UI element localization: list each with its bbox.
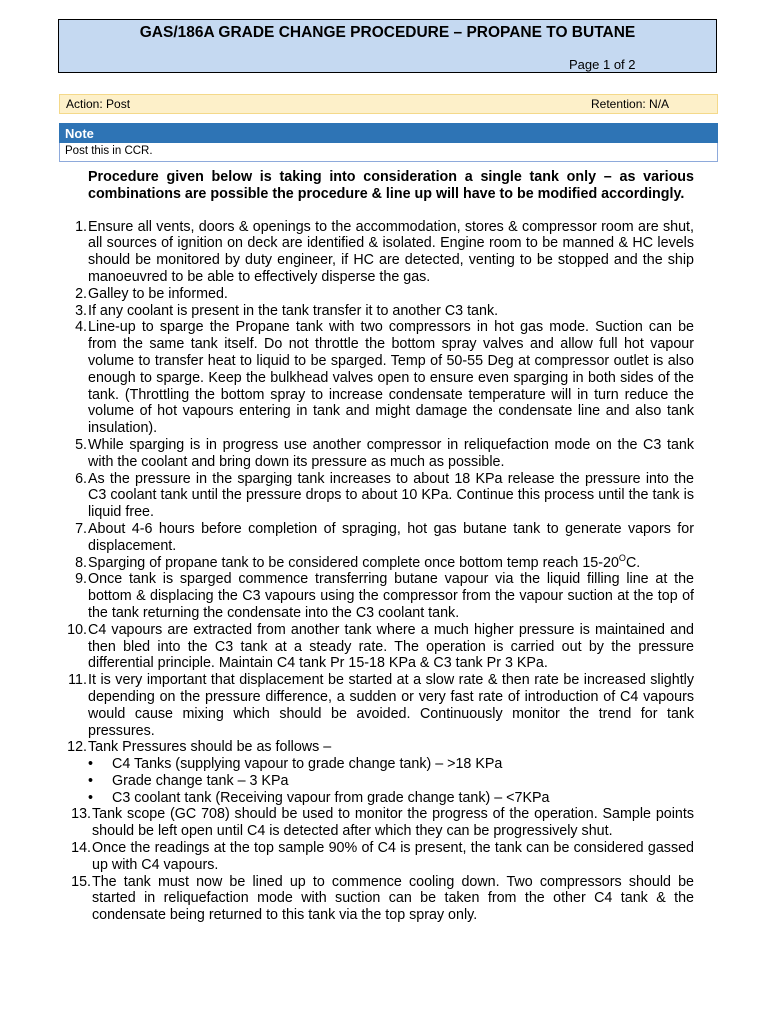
step-number: 13.: [71, 806, 91, 823]
step-14: [60, 840, 694, 874]
action-label: Action: Post: [66, 97, 131, 111]
degree-superscript: O: [618, 552, 626, 563]
note-heading-text: Note: [65, 126, 94, 141]
page-number: Page 1 of 2: [569, 57, 636, 72]
step-text: Line-up to sparge the Propane tank with two compressors in hot gas mode. Suction can be from the same tank itself. Do not throttle the bottom spray valves and allow full hot vapour volume to transfer heat to liquid to be sparged. Temp of 50-55 Deg at compressor outlet is also enough to sparge. Keep the bulkhead valves open to ensure even sparging in both sides of the tank. (Throttling the bottom spray to increase condensate temperature will in turn reduce the volume of hot vapours entering in tank and might damage the condensate line and also tank insulation).: [88, 319, 694, 437]
step-9: [60, 571, 694, 621]
step-13: [60, 806, 694, 840]
step-2: [60, 286, 694, 303]
pressure-text: C3 coolant tank (Receiving vapour from grade change tank) – <7KPa: [112, 789, 550, 806]
step-10: [60, 622, 694, 672]
step-number: 14.: [71, 840, 91, 857]
step-8: [60, 552, 694, 572]
step-number: 11.: [68, 672, 87, 689]
step-text: Sparging of propane tank to be considered complete once bottom temp reach 15-20: [88, 554, 619, 571]
step-number: 9.: [75, 571, 87, 588]
document-title: GAS/186A GRADE CHANGE PROCEDURE – PROPANE TO BUTANE: [139, 24, 636, 41]
step-number: 8.: [75, 554, 87, 571]
step-text: About 4-6 hours before completion of spraging, hot gas butane tank to generate vapors for displacement.: [88, 520, 694, 554]
pressure-text: Grade change tank – 3 KPa: [112, 772, 289, 789]
pressure-item: [88, 790, 694, 807]
retention-label: Retention: N/A: [591, 97, 670, 111]
step-number: 1.: [75, 218, 87, 235]
procedure-steps: [60, 219, 694, 924]
step-text: As the pressure in the sparging tank increases to about 18 KPa release the pressure into the C3 coolant tank until the pressure drops to about 10 KPa. Continue this process until the tank is liquid free.: [88, 470, 694, 521]
step-text: Once the readings at the top sample 90% of C4 is present, the tank can be considered gassed up with C4 vapours.: [92, 840, 694, 873]
intro-paragraph: Procedure given below is taking into consideration a single tank only – as various combinations are possible the procedure & line up will have to be modified accordingly.: [88, 169, 694, 202]
note-box: [59, 143, 718, 162]
pressure-list: [88, 756, 694, 806]
bullet-icon: •: [88, 789, 94, 806]
step-text: Galley to be informed.: [88, 285, 228, 302]
step-1: [60, 219, 694, 286]
step-text: It is very important that displacement be started at a slow rate & then rate be increased slightly depending on the pressure difference, a sudden or very fast rate of introduction of C4 vapours would cause mixing which should be avoided. Continuously monitor the trend for tank pressures.: [88, 672, 694, 739]
bullet-icon: •: [88, 756, 94, 773]
step-number: 12.: [67, 739, 87, 756]
action-bar: [59, 94, 718, 114]
step-5: [60, 437, 694, 471]
step-text: Tank scope (GC 708) should be used to monitor the progress of the operation. Sample points should be left open until C4 is detected after which they can be progressively shut.: [92, 806, 694, 840]
step-3: [60, 303, 694, 320]
step-12: [60, 739, 694, 806]
step-number: 2.: [75, 285, 87, 302]
document-header: [58, 19, 717, 73]
step-7: [60, 521, 694, 555]
step-6: [60, 471, 694, 521]
step-number: 6.: [75, 470, 87, 487]
pressure-item: [88, 773, 694, 790]
step-text: C4 vapours are extracted from another tank where a much higher pressure is maintained and then bled into the C3 tank at a steady rate. The operation is carried out by the pressure differential principle. Maintain C4 tank Pr 15-18 KPa & C3 tank Pr 3 KPa.: [88, 621, 694, 672]
step-number: 15.: [71, 873, 91, 890]
step-number: 3.: [75, 302, 87, 319]
pressure-item: [88, 756, 694, 773]
step-text: The tank must now be lined up to commence cooling down. Two compressors should be started in reliquefaction mode with suction can be taken from the other C4 tank & the condensate being returned to this tank via the top spray only.: [92, 873, 694, 924]
note-heading: [59, 123, 718, 143]
step-number: 10.: [67, 621, 87, 638]
step-number: 4.: [75, 319, 87, 336]
step-number: 7.: [75, 520, 87, 537]
step-4: [60, 319, 694, 437]
procedure-content: [60, 169, 694, 924]
step-text: Once tank is sparged commence transferring butane vapour via the liquid filling line at the bottom & displacing the C3 vapours using the compressor from the vapour suction at the top of the tank returning the condensate into the C3 coolant tank.: [88, 571, 694, 621]
step-text: If any coolant is present in the tank transfer it to another C3 tank.: [88, 302, 499, 319]
pressure-text: C4 Tanks (supplying vapour to grade change tank) – >18 KPa: [112, 756, 503, 773]
note-text: Post this in CCR.: [65, 145, 153, 157]
step-11: [60, 672, 694, 739]
step-number: 5.: [75, 436, 87, 453]
step-text-tail: C.: [625, 554, 641, 571]
step-15: [60, 874, 694, 924]
step-text: While sparging is in progress use another compressor in reliquefaction mode on the C3 tank with the coolant and bring down its pressure as much as possible.: [88, 436, 694, 470]
step-text: Ensure all vents, doors & openings to the accommodation, stores & compressor room are shut, all sources of ignition on deck are identified & isolated. Engine room to be manned & HC levels should be monitored by duty engineer, if HC are detected, venting to be stopped and the ship manoeuvred to be able to effectively disperse the gas.: [88, 218, 694, 285]
bullet-icon: •: [88, 772, 94, 789]
step-text: Tank Pressures should be as follows –: [88, 739, 332, 756]
